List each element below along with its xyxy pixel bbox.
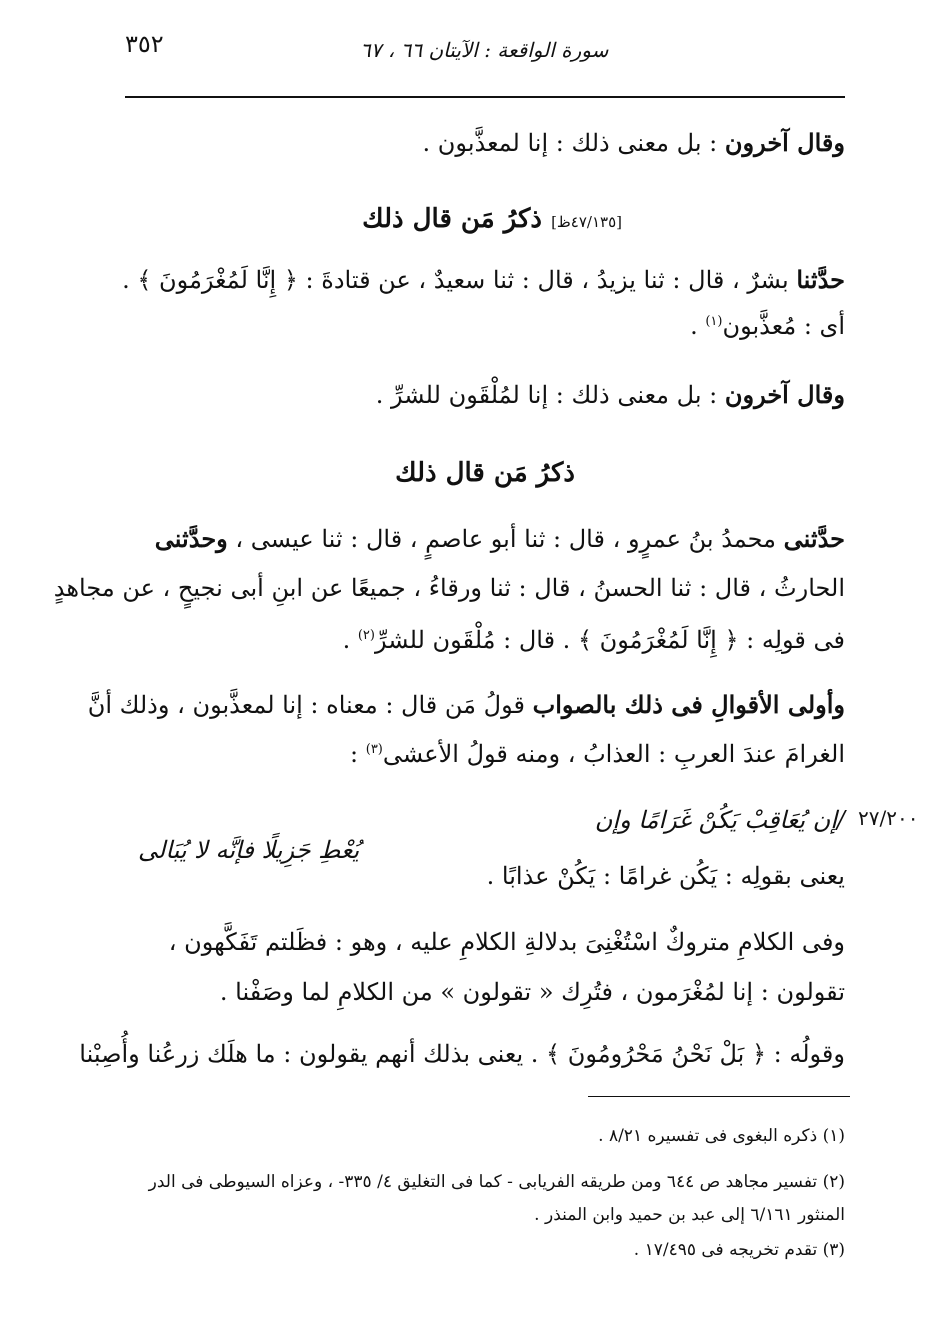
paragraph-4-line-2: الحارثُ ، قال : ثنا الحسنُ ، قال : ثنا ورقاءُ ، جميعًا عن ابنِ أبى نجيحٍ ، عن مجاهدٍ [53,574,845,602]
paragraph-text: أى : مُعذَّبون [722,312,845,340]
paragraph-1 [423,128,845,157]
paragraph-3 [376,380,845,409]
paragraph-2-line-1 [122,265,845,294]
narration-lead: وحدَّثنى [154,524,228,553]
footnote-2-line-1: (٢) تفسير مجاهد ص ٦٤٤ ومن طريقه الفريابى - كما فى التغليق ٤/ ٣٣٥- ، وعزاه السيوطى فى الدر [148,1172,845,1192]
heading-text: ذكرُ مَن قال ذلك [362,204,552,234]
paragraph-5-line-2 [350,740,845,768]
phrase-bold: وأولى الأقوالِ فى ذلك بالصواب [532,690,845,719]
manuscript-ref: [٤٧/١٣٥ظ] [551,213,622,231]
paragraph-4-line-1 [155,524,845,553]
paragraph-text: : [350,740,366,768]
paragraph-text: قولُ مَن قال : معناه : إنا لمعذَّبون ، وذلك أنَّ [87,691,533,719]
page-number: ٣٥٢ [125,30,164,58]
paragraph-text: محمدُ بنُ عمرٍو ، قال : ثنا أبو عاصمٍ ، قال : ثنا عيسى ، [227,525,784,553]
section-heading-2: ذكرُ مَن قال ذلك [395,458,575,488]
section-heading-1 [362,204,622,234]
paragraph-2-line-2 [690,312,845,340]
footnote-1: (١) ذكره البغوى فى تفسيره ٨/٢١ . [598,1126,845,1146]
paragraph-text: بشرٌ ، قال : ثنا يزيدُ ، قال : ثنا سعيدٌ ، عن قتادةَ : ﴿ إِنَّا لَمُغْرَمُونَ ﴾ . [122,266,797,294]
paragraph-text: : بل معنى ذلك : إنا لمعذَّبون . [422,129,725,157]
paragraph-4-line-3 [343,626,845,654]
verse-second-hemistich: يُعْطِ جَزِيلًا فإنَّه لا يُبَالى [138,836,360,864]
narration-lead: حدَّثنا [796,265,845,294]
header-rule [125,96,845,98]
narration-lead: حدَّثنى [783,524,845,553]
margin-reference: ٢٧/٢٠٠ [858,806,919,830]
footnote-marker: (١) [705,314,723,329]
paragraph-text: . [690,312,706,340]
paragraph-text: فى قولِه : ﴿ إِنَّا لَمُغْرَمُونَ ﴾ . قال : مُلْقَون للشرِّ [374,626,845,654]
footnote-2-line-2: المنثور ٦/١٦١ إلى عبد بن حميد وابن المنذر . [534,1205,845,1225]
footnote-marker: (٢) [357,628,375,643]
paragraph-7-line-1: وفى الكلامِ متروكٌ اسْتُغْنِىَ بدلالةِ الكلامِ عليه ، وهو : فظَلتم تَفَكَّهون ، [168,928,845,956]
speaker-label: وقال آخرون [724,380,845,409]
footnote-3: (٣) تقدم تخريجه فى ١٧/٤٩٥ . [633,1240,845,1260]
paragraph-8: وقولُه : ﴿ بَلْ نَحْنُ مَحْرُومُونَ ﴾ . يعنى بذلك أنهم يقولون : ما هلَك زرعُنا وأُصِبْنا [79,1040,845,1068]
footnote-rule [588,1096,850,1097]
paragraph-5-line-1 [88,690,845,719]
paragraph-text: الغرامَ عندَ العربِ : العذابُ ، ومنه قولُ الأعشى [382,740,845,768]
paragraph-text: : بل معنى ذلك : إنا لمُلْقَون للشرِّ . [375,381,725,409]
speaker-label: وقال آخرون [724,128,845,157]
footnote-marker: (٣) [365,742,383,757]
verse-first-hemistich: /إن يُعَاقِبْ يَكُنْ غَرَامًا وإن [594,806,845,834]
running-title: سورة الواقعة : الآيتان ٦٦ ، ٦٧ [360,38,609,62]
paragraph-7-line-2: تقولون : إنا لمُغْرَمون ، فتُرِك « تقولون » من الكلامِ لما وصَفْنا . [219,978,845,1006]
paragraph-6: يعنى بقولِه : يَكُن غرامًا : يَكُنْ عذابًا . [486,862,845,890]
paragraph-text: . [342,626,358,654]
